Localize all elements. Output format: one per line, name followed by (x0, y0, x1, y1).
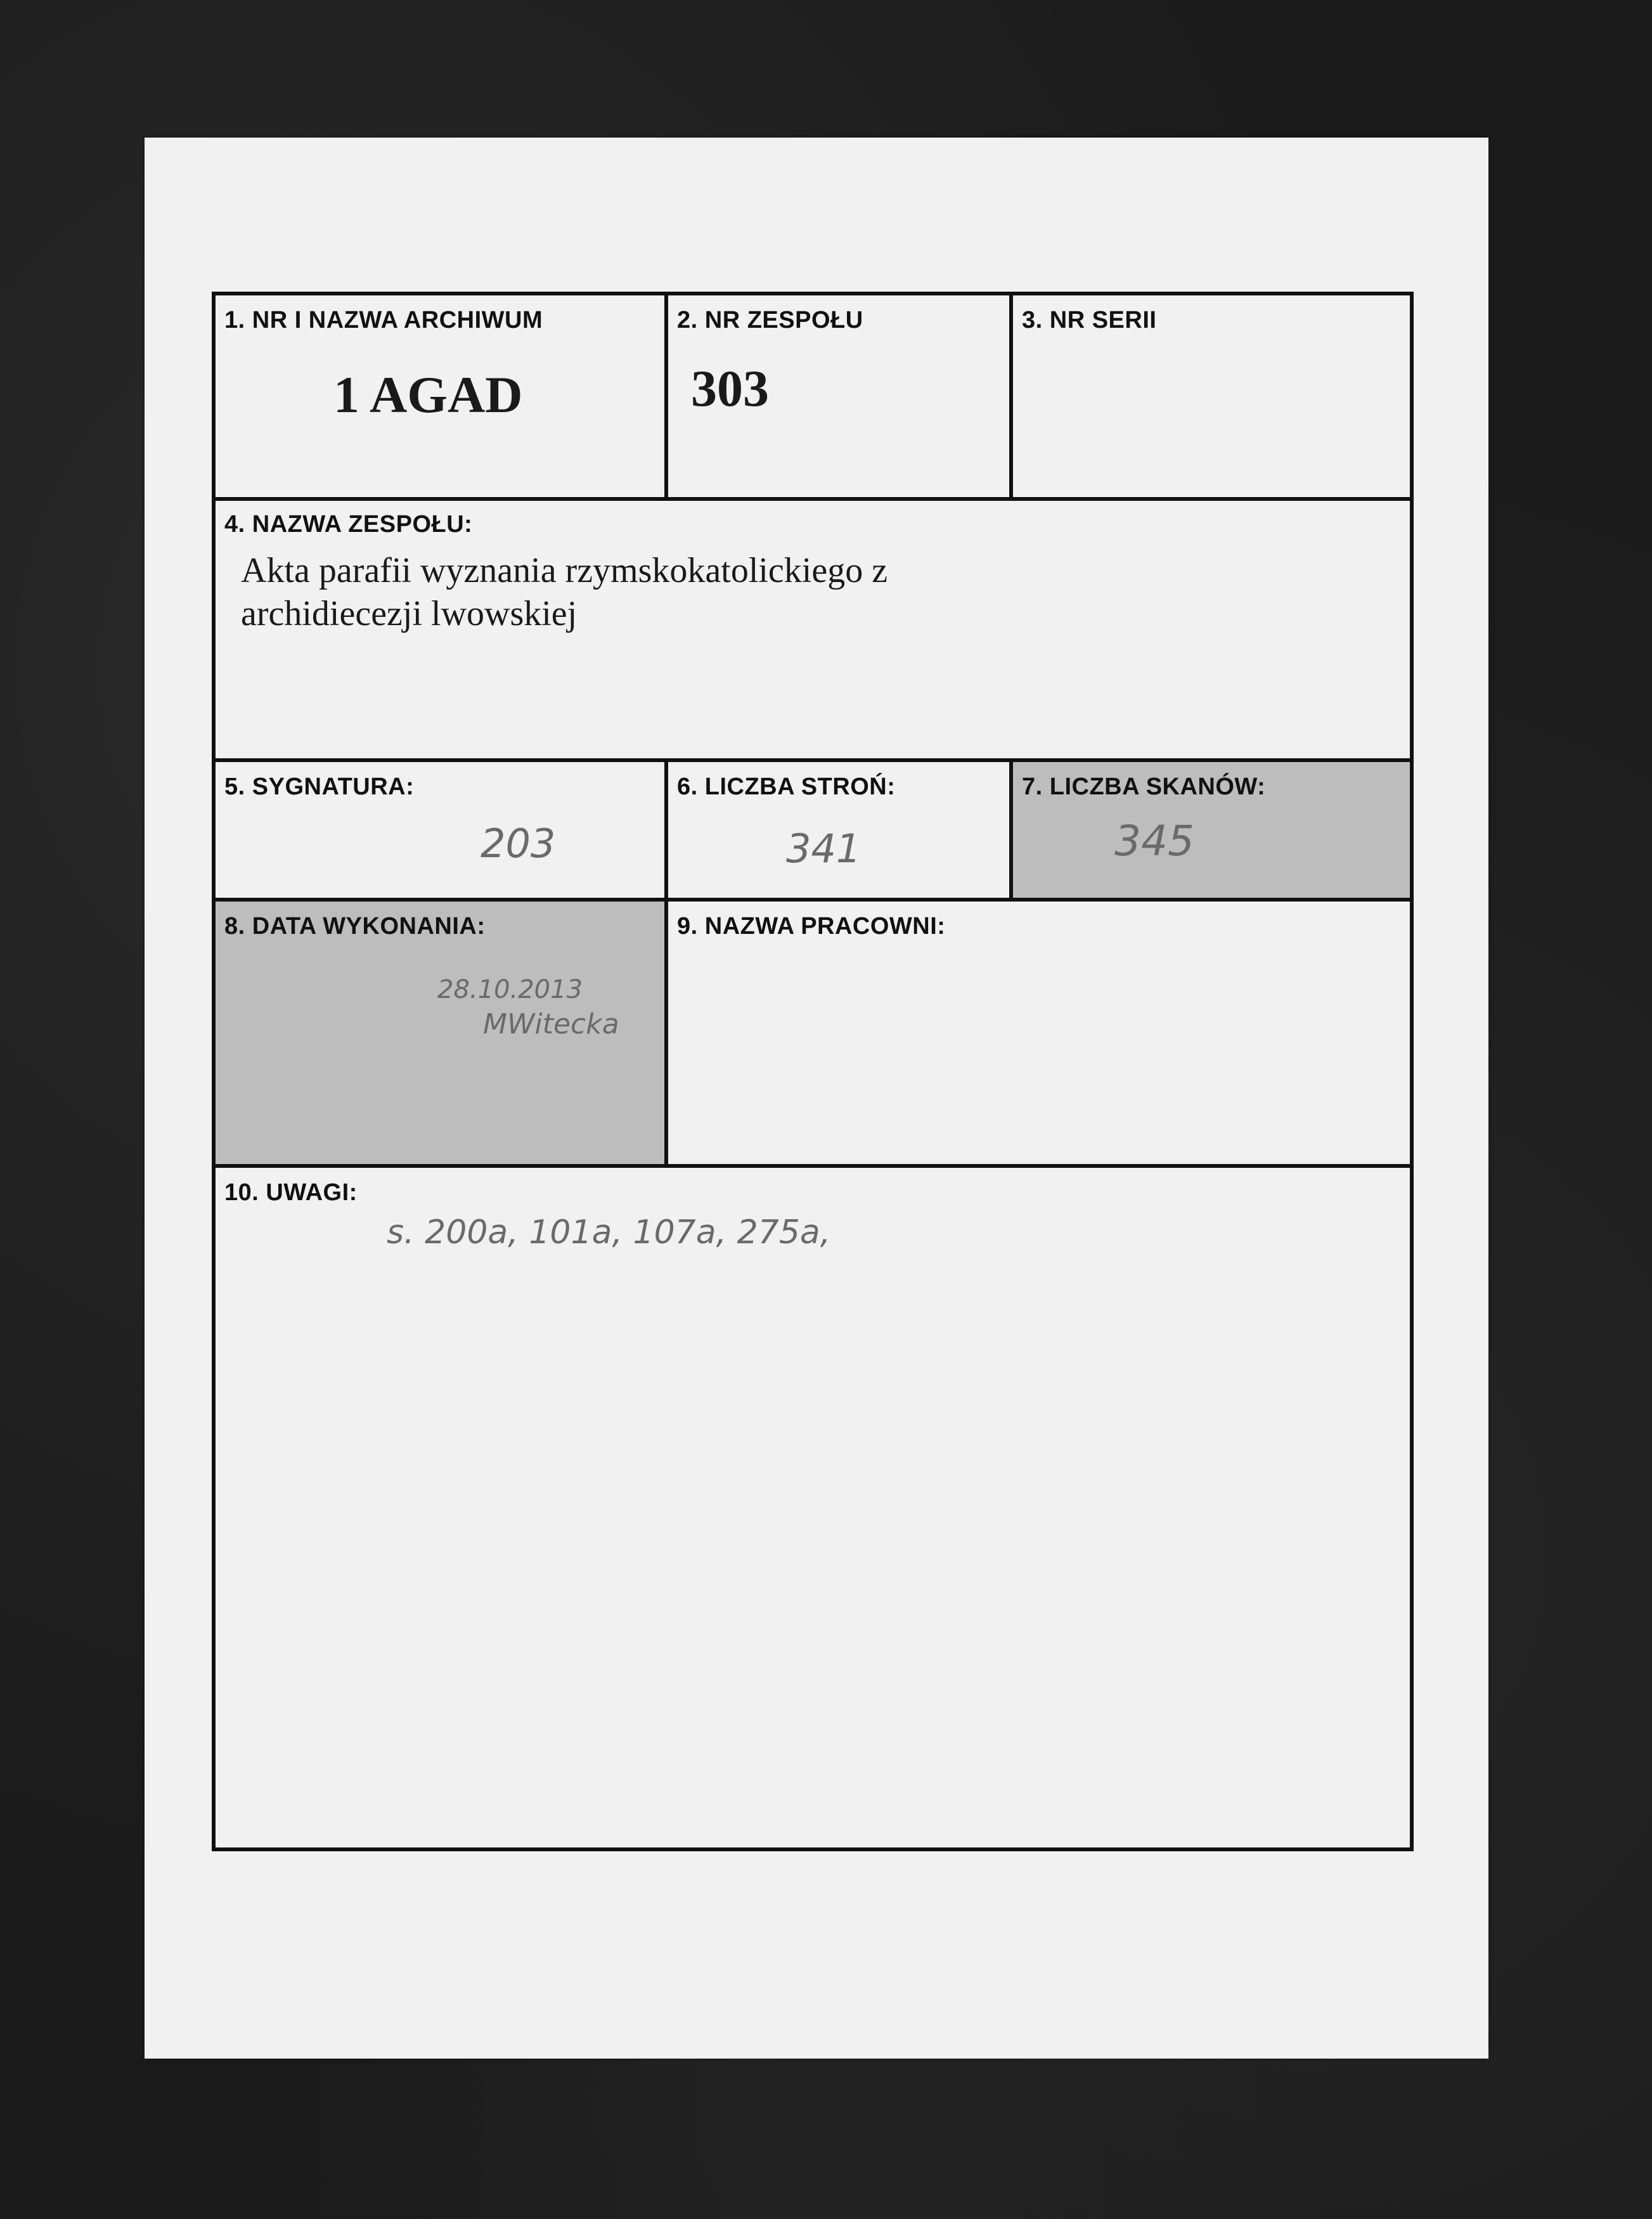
date-field (216, 902, 664, 1164)
page-count-label: 6. LICZBA STROŃ: (677, 773, 896, 800)
scan-count-label: 7. LICZBA SKANÓW: (1022, 773, 1266, 800)
metadata-form (212, 292, 1414, 1851)
fonds-name-cell (216, 501, 1410, 758)
fonds-name-label: 4. NAZWA ZESPOŁU: (224, 511, 473, 538)
signatory-signature: MWitecka (483, 1008, 619, 1040)
scan-count-value: 345 (1114, 817, 1194, 865)
fonds-number-value: 303 (691, 359, 769, 417)
date-value: 28.10.2013 (437, 975, 583, 1004)
workshop-cell (668, 902, 1410, 1164)
series-number-cell (1013, 295, 1410, 497)
archive-label: 1. NR I NAZWA ARCHIWUM (224, 307, 543, 333)
signature-cell (216, 762, 664, 898)
date-label: 8. DATA WYKONANIA: (224, 913, 486, 940)
notes-cell (216, 1168, 1410, 1847)
fonds-name-line-1: Akta parafii wyznania rzymskokatolickiego z (241, 551, 888, 590)
notes-value: s. 200a, 101a, 107a, 275a, (387, 1213, 831, 1252)
scan-count-field (1013, 762, 1410, 898)
workshop-label: 9. NAZWA PRACOWNI: (677, 913, 946, 940)
archive-cell (216, 295, 664, 497)
form-sheet (145, 138, 1488, 2059)
archive-value: 1 AGAD (333, 366, 523, 424)
fonds-number-cell (668, 295, 1009, 497)
fonds-number-label: 2. NR ZESPOŁU (677, 307, 863, 333)
fonds-name-line-2: archidiecezji lwowskiej (241, 594, 578, 633)
series-number-label: 3. NR SERII (1022, 307, 1157, 333)
signature-value: 203 (481, 820, 556, 867)
notes-label: 10. UWAGI: (224, 1179, 358, 1206)
page-count-cell (668, 762, 1009, 898)
page-count-value: 341 (786, 825, 861, 872)
signature-label: 5. SYGNATURA: (224, 773, 415, 800)
